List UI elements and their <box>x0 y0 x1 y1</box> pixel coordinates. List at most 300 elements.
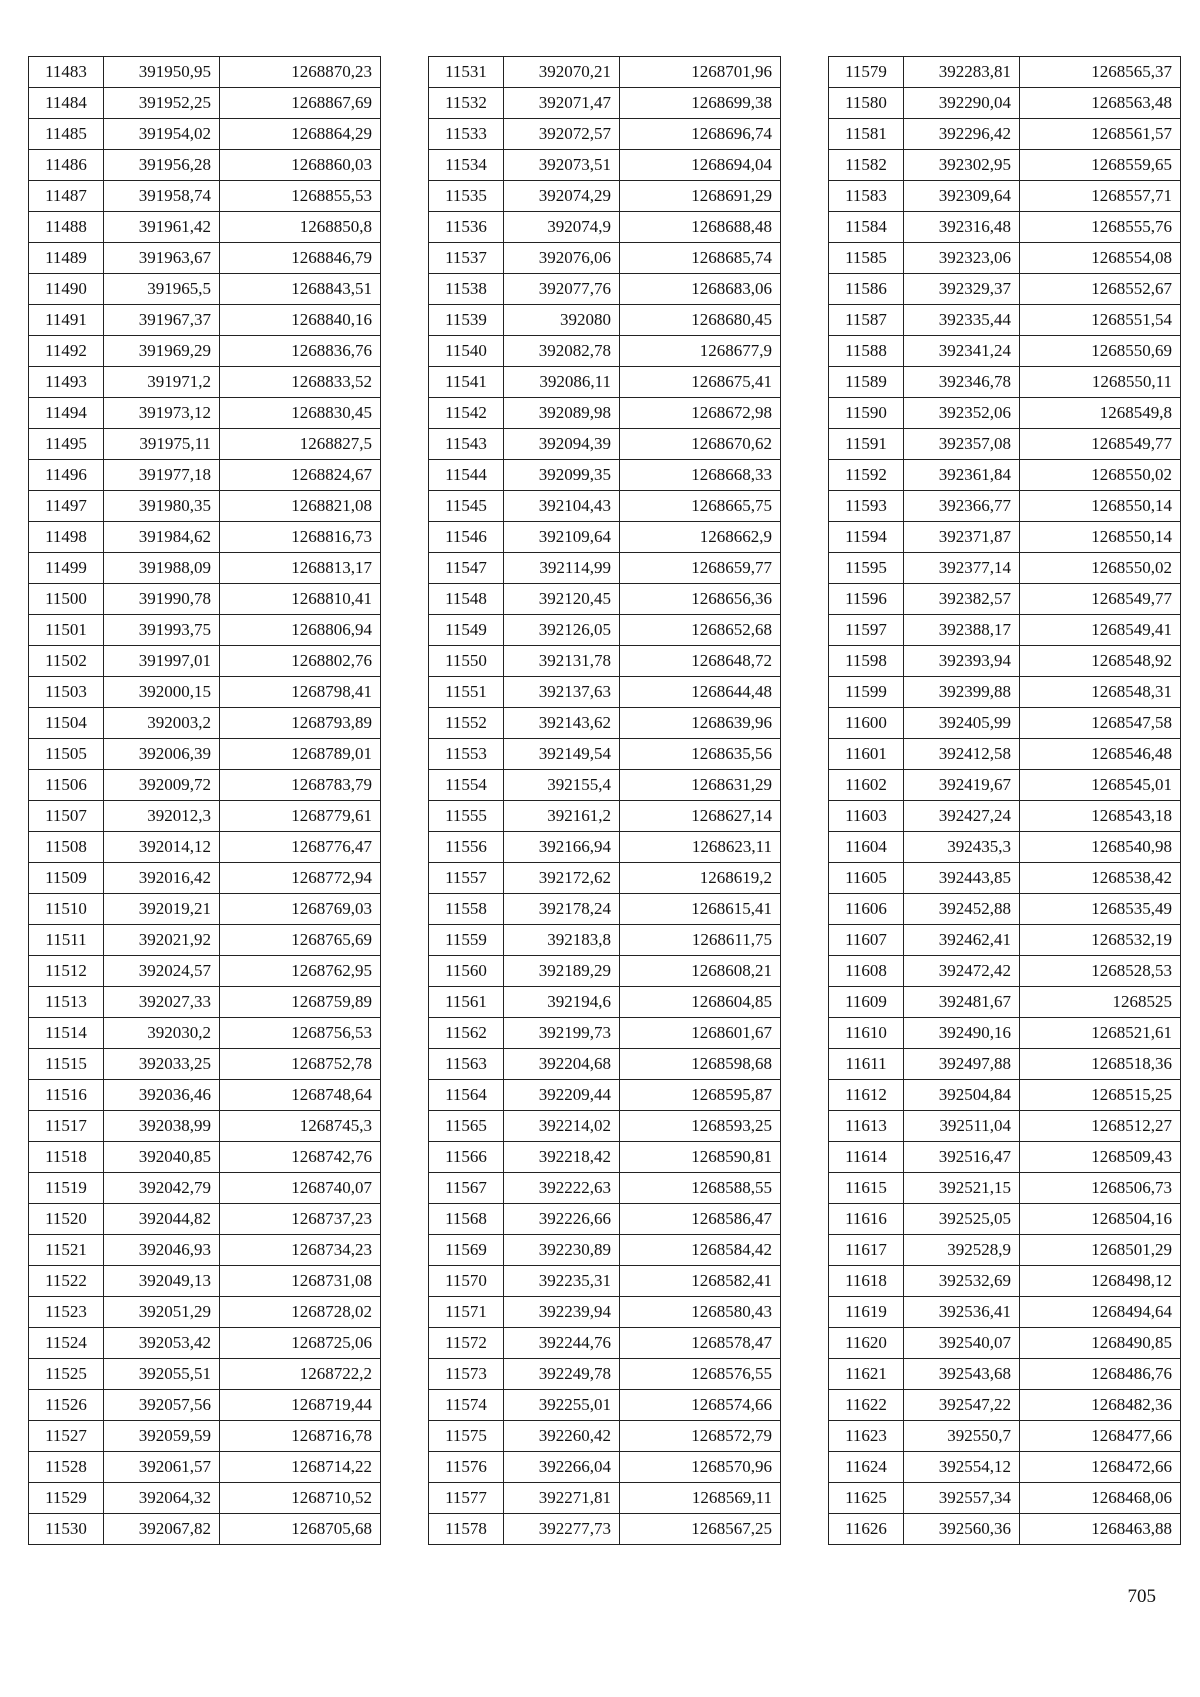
y-coordinate-cell: 1268672,98 <box>620 398 781 429</box>
point-number-cell: 11534 <box>429 150 504 181</box>
x-coordinate-cell: 392255,01 <box>504 1390 620 1421</box>
table-row <box>829 150 1181 181</box>
point-number-cell: 11577 <box>429 1483 504 1514</box>
point-number-cell: 11514 <box>29 1018 104 1049</box>
point-number-cell: 11586 <box>829 274 904 305</box>
y-coordinate-cell: 1268593,25 <box>620 1111 781 1142</box>
x-coordinate-cell: 392296,42 <box>904 119 1020 150</box>
y-coordinate-cell: 1268550,11 <box>1020 367 1181 398</box>
table-row <box>829 305 1181 336</box>
point-number-cell: 11612 <box>829 1080 904 1111</box>
y-coordinate-cell: 1268806,94 <box>220 615 381 646</box>
point-number-cell: 11552 <box>429 708 504 739</box>
y-coordinate-cell: 1268545,01 <box>1020 770 1181 801</box>
y-coordinate-cell: 1268843,51 <box>220 274 381 305</box>
x-coordinate-cell: 392104,43 <box>504 491 620 522</box>
table-row <box>429 88 781 119</box>
table-row <box>29 1266 381 1297</box>
point-number-cell: 11567 <box>429 1173 504 1204</box>
table-row <box>829 615 1181 646</box>
table-row <box>429 305 781 336</box>
table-row <box>429 1297 781 1328</box>
point-number-cell: 11592 <box>829 460 904 491</box>
point-number-cell: 11614 <box>829 1142 904 1173</box>
x-coordinate-cell: 392055,51 <box>104 1359 220 1390</box>
point-number-cell: 11570 <box>429 1266 504 1297</box>
y-coordinate-cell: 1268615,41 <box>620 894 781 925</box>
point-number-cell: 11540 <box>429 336 504 367</box>
table-row <box>829 832 1181 863</box>
point-number-cell: 11595 <box>829 553 904 584</box>
point-number-cell: 11492 <box>29 336 104 367</box>
y-coordinate-cell: 1268644,48 <box>620 677 781 708</box>
y-coordinate-cell: 1268549,41 <box>1020 615 1181 646</box>
y-coordinate-cell: 1268677,9 <box>620 336 781 367</box>
x-coordinate-cell: 392155,4 <box>504 770 620 801</box>
x-coordinate-cell: 392046,93 <box>104 1235 220 1266</box>
x-coordinate-cell: 392271,81 <box>504 1483 620 1514</box>
y-coordinate-cell: 1268504,16 <box>1020 1204 1181 1235</box>
y-coordinate-cell: 1268559,65 <box>1020 150 1181 181</box>
y-coordinate-cell: 1268590,81 <box>620 1142 781 1173</box>
point-number-cell: 11621 <box>829 1359 904 1390</box>
point-number-cell: 11617 <box>829 1235 904 1266</box>
table-row <box>829 1142 1181 1173</box>
x-coordinate-cell: 392427,24 <box>904 801 1020 832</box>
x-coordinate-cell: 392012,3 <box>104 801 220 832</box>
point-number-cell: 11574 <box>429 1390 504 1421</box>
x-coordinate-cell: 392443,85 <box>904 863 1020 894</box>
point-number-cell: 11604 <box>829 832 904 863</box>
point-number-cell: 11544 <box>429 460 504 491</box>
x-coordinate-cell: 392218,42 <box>504 1142 620 1173</box>
table-row <box>429 646 781 677</box>
y-coordinate-cell: 1268550,02 <box>1020 553 1181 584</box>
point-number-cell: 11502 <box>29 646 104 677</box>
y-coordinate-cell: 1268821,08 <box>220 491 381 522</box>
y-coordinate-cell: 1268525 <box>1020 987 1181 1018</box>
x-coordinate-cell: 392161,2 <box>504 801 620 832</box>
y-coordinate-cell: 1268652,68 <box>620 615 781 646</box>
table-row <box>429 274 781 305</box>
point-number-cell: 11533 <box>429 119 504 150</box>
y-coordinate-cell: 1268521,61 <box>1020 1018 1181 1049</box>
table-row <box>829 57 1181 88</box>
point-number-cell: 11603 <box>829 801 904 832</box>
point-number-cell: 11590 <box>829 398 904 429</box>
y-coordinate-cell: 1268705,68 <box>220 1514 381 1545</box>
table-row <box>429 243 781 274</box>
x-coordinate-cell: 392009,72 <box>104 770 220 801</box>
x-coordinate-cell: 392172,62 <box>504 863 620 894</box>
point-number-cell: 11619 <box>829 1297 904 1328</box>
y-coordinate-cell: 1268572,79 <box>620 1421 781 1452</box>
x-coordinate-cell: 392086,11 <box>504 367 620 398</box>
x-coordinate-cell: 392178,24 <box>504 894 620 925</box>
y-coordinate-cell: 1268759,89 <box>220 987 381 1018</box>
table-row <box>429 987 781 1018</box>
x-coordinate-cell: 392290,04 <box>904 88 1020 119</box>
x-coordinate-cell: 391980,35 <box>104 491 220 522</box>
x-coordinate-cell: 392302,95 <box>904 150 1020 181</box>
point-number-cell: 11576 <box>429 1452 504 1483</box>
table-row <box>29 863 381 894</box>
table-row <box>29 181 381 212</box>
x-coordinate-cell: 391997,01 <box>104 646 220 677</box>
x-coordinate-cell: 391956,28 <box>104 150 220 181</box>
point-number-cell: 11618 <box>829 1266 904 1297</box>
table-row <box>429 1452 781 1483</box>
y-coordinate-cell: 1268578,47 <box>620 1328 781 1359</box>
x-coordinate-cell: 392388,17 <box>904 615 1020 646</box>
point-number-cell: 11498 <box>29 522 104 553</box>
point-number-cell: 11566 <box>429 1142 504 1173</box>
point-number-cell: 11484 <box>29 88 104 119</box>
x-coordinate-cell: 392064,32 <box>104 1483 220 1514</box>
table-row <box>829 1359 1181 1390</box>
y-coordinate-cell: 1268685,74 <box>620 243 781 274</box>
y-coordinate-cell: 1268765,69 <box>220 925 381 956</box>
table-row <box>29 1049 381 1080</box>
table-row <box>429 181 781 212</box>
point-number-cell: 11501 <box>29 615 104 646</box>
y-coordinate-cell: 1268789,01 <box>220 739 381 770</box>
x-coordinate-cell: 392309,64 <box>904 181 1020 212</box>
y-coordinate-cell: 1268588,55 <box>620 1173 781 1204</box>
x-coordinate-cell: 392371,87 <box>904 522 1020 553</box>
point-number-cell: 11555 <box>429 801 504 832</box>
x-coordinate-cell: 391967,37 <box>104 305 220 336</box>
point-number-cell: 11609 <box>829 987 904 1018</box>
x-coordinate-cell: 391990,78 <box>104 584 220 615</box>
x-coordinate-cell: 392072,57 <box>504 119 620 150</box>
y-coordinate-cell: 1268762,95 <box>220 956 381 987</box>
point-number-cell: 11587 <box>829 305 904 336</box>
table-row <box>429 429 781 460</box>
table-row <box>429 57 781 88</box>
x-coordinate-cell: 392000,15 <box>104 677 220 708</box>
x-coordinate-cell: 392283,81 <box>904 57 1020 88</box>
point-number-cell: 11622 <box>829 1390 904 1421</box>
table-row <box>29 243 381 274</box>
x-coordinate-cell: 392214,02 <box>504 1111 620 1142</box>
x-coordinate-cell: 391969,29 <box>104 336 220 367</box>
table-row <box>29 150 381 181</box>
x-coordinate-cell: 392412,58 <box>904 739 1020 770</box>
y-coordinate-cell: 1268860,03 <box>220 150 381 181</box>
table-row <box>429 1359 781 1390</box>
y-coordinate-cell: 1268532,19 <box>1020 925 1181 956</box>
y-coordinate-cell: 1268740,07 <box>220 1173 381 1204</box>
y-coordinate-cell: 1268518,36 <box>1020 1049 1181 1080</box>
point-number-cell: 11594 <box>829 522 904 553</box>
x-coordinate-cell: 392230,89 <box>504 1235 620 1266</box>
table-row <box>829 925 1181 956</box>
table-row <box>429 553 781 584</box>
point-number-cell: 11585 <box>829 243 904 274</box>
x-coordinate-cell: 392061,57 <box>104 1452 220 1483</box>
y-coordinate-cell: 1268772,94 <box>220 863 381 894</box>
y-coordinate-cell: 1268569,11 <box>620 1483 781 1514</box>
y-coordinate-cell: 1268798,41 <box>220 677 381 708</box>
table-row <box>29 1514 381 1545</box>
x-coordinate-cell: 391993,75 <box>104 615 220 646</box>
y-coordinate-cell: 1268551,54 <box>1020 305 1181 336</box>
y-coordinate-cell: 1268535,49 <box>1020 894 1181 925</box>
point-number-cell: 11596 <box>829 584 904 615</box>
x-coordinate-cell: 392547,22 <box>904 1390 1020 1421</box>
y-coordinate-cell: 1268543,18 <box>1020 801 1181 832</box>
y-coordinate-cell: 1268813,17 <box>220 553 381 584</box>
y-coordinate-cell: 1268548,31 <box>1020 677 1181 708</box>
x-coordinate-cell: 392341,24 <box>904 336 1020 367</box>
table-row <box>29 987 381 1018</box>
point-number-cell: 11541 <box>429 367 504 398</box>
x-coordinate-cell: 391973,12 <box>104 398 220 429</box>
y-coordinate-cell: 1268696,74 <box>620 119 781 150</box>
x-coordinate-cell: 392346,78 <box>904 367 1020 398</box>
point-number-cell: 11528 <box>29 1452 104 1483</box>
table-row <box>829 1018 1181 1049</box>
point-number-cell: 11559 <box>429 925 504 956</box>
point-number-cell: 11491 <box>29 305 104 336</box>
x-coordinate-cell: 392040,85 <box>104 1142 220 1173</box>
table-row <box>429 1204 781 1235</box>
y-coordinate-cell: 1268482,36 <box>1020 1390 1181 1421</box>
point-number-cell: 11573 <box>429 1359 504 1390</box>
y-coordinate-cell: 1268836,76 <box>220 336 381 367</box>
x-coordinate-cell: 392074,29 <box>504 181 620 212</box>
x-coordinate-cell: 392516,47 <box>904 1142 1020 1173</box>
point-number-cell: 11551 <box>429 677 504 708</box>
y-coordinate-cell: 1268665,75 <box>620 491 781 522</box>
point-number-cell: 11538 <box>429 274 504 305</box>
table-row <box>429 212 781 243</box>
x-coordinate-cell: 391954,02 <box>104 119 220 150</box>
table-row <box>29 57 381 88</box>
table-row <box>29 1359 381 1390</box>
x-coordinate-cell: 392033,25 <box>104 1049 220 1080</box>
point-number-cell: 11510 <box>29 894 104 925</box>
table-row <box>429 119 781 150</box>
y-coordinate-cell: 1268731,08 <box>220 1266 381 1297</box>
table-row <box>29 1297 381 1328</box>
y-coordinate-cell: 1268728,02 <box>220 1297 381 1328</box>
table-row <box>429 1142 781 1173</box>
table-row <box>29 646 381 677</box>
table-row <box>829 553 1181 584</box>
x-coordinate-cell: 392382,57 <box>904 584 1020 615</box>
y-coordinate-cell: 1268659,77 <box>620 553 781 584</box>
x-coordinate-cell: 392266,04 <box>504 1452 620 1483</box>
x-coordinate-cell: 392504,84 <box>904 1080 1020 1111</box>
point-number-cell: 11607 <box>829 925 904 956</box>
x-coordinate-cell: 392277,73 <box>504 1514 620 1545</box>
point-number-cell: 11568 <box>429 1204 504 1235</box>
x-coordinate-cell: 392003,2 <box>104 708 220 739</box>
x-coordinate-cell: 392481,67 <box>904 987 1020 1018</box>
point-number-cell: 11591 <box>829 429 904 460</box>
x-coordinate-cell: 392080 <box>504 305 620 336</box>
point-number-cell: 11600 <box>829 708 904 739</box>
y-coordinate-cell: 1268570,96 <box>620 1452 781 1483</box>
table-row <box>29 1452 381 1483</box>
point-number-cell: 11565 <box>429 1111 504 1142</box>
y-coordinate-cell: 1268648,72 <box>620 646 781 677</box>
x-coordinate-cell: 392525,05 <box>904 1204 1020 1235</box>
table-row <box>429 863 781 894</box>
point-number-cell: 11625 <box>829 1483 904 1514</box>
y-coordinate-cell: 1268694,04 <box>620 150 781 181</box>
x-coordinate-cell: 392126,05 <box>504 615 620 646</box>
y-coordinate-cell: 1268472,66 <box>1020 1452 1181 1483</box>
point-number-cell: 11547 <box>429 553 504 584</box>
point-number-cell: 11525 <box>29 1359 104 1390</box>
table-row <box>829 801 1181 832</box>
y-coordinate-cell: 1268494,64 <box>1020 1297 1181 1328</box>
x-coordinate-cell: 392323,06 <box>904 243 1020 274</box>
point-number-cell: 11601 <box>829 739 904 770</box>
point-number-cell: 11523 <box>29 1297 104 1328</box>
point-number-cell: 11611 <box>829 1049 904 1080</box>
table-row <box>829 956 1181 987</box>
x-coordinate-cell: 392042,79 <box>104 1173 220 1204</box>
y-coordinate-cell: 1268656,36 <box>620 584 781 615</box>
point-number-cell: 11497 <box>29 491 104 522</box>
x-coordinate-cell: 391965,5 <box>104 274 220 305</box>
y-coordinate-cell: 1268586,47 <box>620 1204 781 1235</box>
y-coordinate-cell: 1268756,53 <box>220 1018 381 1049</box>
y-coordinate-cell: 1268783,79 <box>220 770 381 801</box>
x-coordinate-cell: 392560,36 <box>904 1514 1020 1545</box>
x-coordinate-cell: 392472,42 <box>904 956 1020 987</box>
table-row <box>429 801 781 832</box>
x-coordinate-cell: 391971,2 <box>104 367 220 398</box>
y-coordinate-cell: 1268550,14 <box>1020 522 1181 553</box>
point-number-cell: 11615 <box>829 1173 904 1204</box>
table-row <box>29 1173 381 1204</box>
table-row <box>29 429 381 460</box>
x-coordinate-cell: 392014,12 <box>104 832 220 863</box>
y-coordinate-cell: 1268719,44 <box>220 1390 381 1421</box>
table-row <box>29 1018 381 1049</box>
x-coordinate-cell: 392030,2 <box>104 1018 220 1049</box>
x-coordinate-cell: 392183,8 <box>504 925 620 956</box>
y-coordinate-cell: 1268515,25 <box>1020 1080 1181 1111</box>
table-row <box>829 460 1181 491</box>
table-row <box>429 1390 781 1421</box>
y-coordinate-cell: 1268486,76 <box>1020 1359 1181 1390</box>
table-row <box>829 1483 1181 1514</box>
y-coordinate-cell: 1268619,2 <box>620 863 781 894</box>
point-number-cell: 11513 <box>29 987 104 1018</box>
y-coordinate-cell: 1268631,29 <box>620 770 781 801</box>
table-row <box>429 739 781 770</box>
table-row <box>829 1173 1181 1204</box>
y-coordinate-cell: 1268501,29 <box>1020 1235 1181 1266</box>
y-coordinate-cell: 1268725,06 <box>220 1328 381 1359</box>
table-row <box>29 491 381 522</box>
table-row <box>429 460 781 491</box>
y-coordinate-cell: 1268745,3 <box>220 1111 381 1142</box>
table-row <box>429 150 781 181</box>
table-row <box>829 367 1181 398</box>
y-coordinate-cell: 1268701,96 <box>620 57 781 88</box>
y-coordinate-cell: 1268710,52 <box>220 1483 381 1514</box>
y-coordinate-cell: 1268567,25 <box>620 1514 781 1545</box>
table-row <box>429 894 781 925</box>
point-number-cell: 11509 <box>29 863 104 894</box>
y-coordinate-cell: 1268574,66 <box>620 1390 781 1421</box>
table-row <box>829 770 1181 801</box>
table-row <box>29 801 381 832</box>
table-row <box>829 1111 1181 1142</box>
x-coordinate-cell: 392222,63 <box>504 1173 620 1204</box>
point-number-cell: 11531 <box>429 57 504 88</box>
point-number-cell: 11511 <box>29 925 104 956</box>
x-coordinate-cell: 392021,92 <box>104 925 220 956</box>
x-coordinate-cell: 392419,67 <box>904 770 1020 801</box>
point-number-cell: 11598 <box>829 646 904 677</box>
table-row <box>29 274 381 305</box>
table-row <box>829 1235 1181 1266</box>
x-coordinate-cell: 392260,42 <box>504 1421 620 1452</box>
y-coordinate-cell: 1268595,87 <box>620 1080 781 1111</box>
table-row <box>829 1297 1181 1328</box>
x-coordinate-cell: 392019,21 <box>104 894 220 925</box>
y-coordinate-cell: 1268864,29 <box>220 119 381 150</box>
table-row <box>29 1080 381 1111</box>
table-row <box>29 398 381 429</box>
table-row <box>29 770 381 801</box>
table-row <box>29 615 381 646</box>
y-coordinate-cell: 1268627,14 <box>620 801 781 832</box>
x-coordinate-cell: 392540,07 <box>904 1328 1020 1359</box>
table-row <box>429 1049 781 1080</box>
y-coordinate-cell: 1268688,48 <box>620 212 781 243</box>
y-coordinate-cell: 1268635,56 <box>620 739 781 770</box>
table-row <box>29 677 381 708</box>
table-row <box>829 1204 1181 1235</box>
y-coordinate-cell: 1268855,53 <box>220 181 381 212</box>
y-coordinate-cell: 1268680,45 <box>620 305 781 336</box>
point-number-cell: 11606 <box>829 894 904 925</box>
point-number-cell: 11571 <box>429 1297 504 1328</box>
y-coordinate-cell: 1268769,03 <box>220 894 381 925</box>
y-coordinate-cell: 1268722,2 <box>220 1359 381 1390</box>
point-number-cell: 11575 <box>429 1421 504 1452</box>
y-coordinate-cell: 1268691,29 <box>620 181 781 212</box>
point-number-cell: 11536 <box>429 212 504 243</box>
table-row <box>29 1421 381 1452</box>
point-number-cell: 11512 <box>29 956 104 987</box>
x-coordinate-cell: 392316,48 <box>904 212 1020 243</box>
point-number-cell: 11599 <box>829 677 904 708</box>
x-coordinate-cell: 392239,94 <box>504 1297 620 1328</box>
x-coordinate-cell: 392199,73 <box>504 1018 620 1049</box>
table-row <box>29 1390 381 1421</box>
table-row <box>429 770 781 801</box>
y-coordinate-cell: 1268549,77 <box>1020 584 1181 615</box>
y-coordinate-cell: 1268608,21 <box>620 956 781 987</box>
point-number-cell: 11508 <box>29 832 104 863</box>
x-coordinate-cell: 392490,16 <box>904 1018 1020 1049</box>
y-coordinate-cell: 1268576,55 <box>620 1359 781 1390</box>
table-row <box>829 894 1181 925</box>
x-coordinate-cell: 392067,82 <box>104 1514 220 1545</box>
table-row <box>429 336 781 367</box>
x-coordinate-cell: 392550,7 <box>904 1421 1020 1452</box>
